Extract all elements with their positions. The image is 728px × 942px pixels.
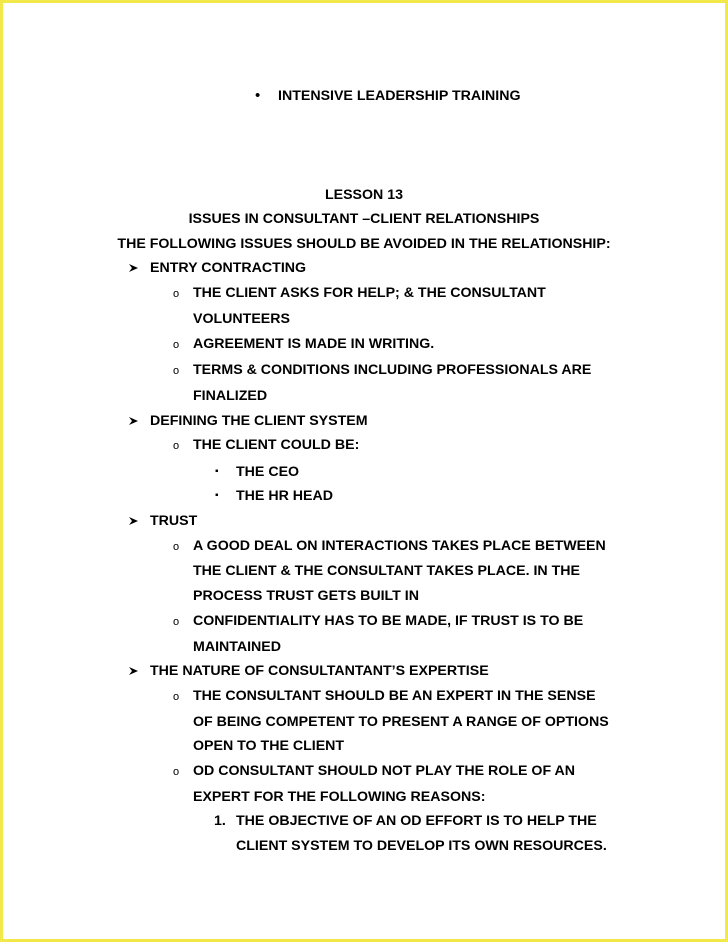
section-heading: TRUST	[150, 513, 198, 529]
circle-bullet-icon: o	[173, 766, 180, 778]
list-item-line: PROCESS TRUST GETS BUILT IN	[193, 588, 419, 604]
arrow-bullet-icon	[128, 662, 140, 680]
section-heading: DEFINING THE CLIENT SYSTEM	[150, 413, 368, 429]
numbered-item-line: CLIENT SYSTEM TO DEVELOP ITS OWN RESOURCES.	[236, 838, 607, 854]
list-item-line: TERMS & CONDITIONS INCLUDING PROFESSIONALS ARE	[193, 362, 592, 378]
numbered-item-number: 1.	[214, 813, 226, 829]
section-heading: THE NATURE OF CONSULTANTANT’S EXPERTISE	[150, 663, 489, 679]
arrow-bullet-icon	[128, 512, 140, 530]
list-item-line: THE CLIENT COULD BE:	[193, 437, 360, 453]
list-item-line: OF BEING COMPETENT TO PRESENT A RANGE OF OPTIONS	[193, 714, 609, 730]
list-item-line: OPEN TO THE CLIENT	[193, 738, 345, 754]
arrow-bullet-icon	[128, 259, 140, 277]
square-bullet-icon: ▪	[215, 490, 219, 501]
circle-bullet-icon: o	[173, 691, 180, 703]
square-bullet-icon: ▪	[215, 466, 219, 477]
top-bullet-text: INTENSIVE LEADERSHIP TRAINING	[278, 88, 521, 104]
list-item-line: THE CLIENT ASKS FOR HELP; & THE CONSULTANT	[193, 285, 546, 301]
circle-bullet-icon: o	[173, 288, 180, 300]
circle-bullet-icon: o	[173, 616, 180, 628]
circle-bullet-icon: o	[173, 541, 180, 553]
lesson-intro: THE FOLLOWING ISSUES SHOULD BE AVOIDED IN THE RELATIONSHIP:	[117, 236, 611, 252]
circle-bullet-icon: o	[173, 440, 180, 452]
circle-bullet-icon: o	[173, 365, 180, 377]
list-item-line: CONFIDENTIALITY HAS TO BE MADE, IF TRUST IS TO BE	[193, 613, 584, 629]
list-item-line: FINALIZED	[193, 388, 268, 404]
circle-bullet-icon: o	[173, 339, 180, 351]
list-item-line: A GOOD DEAL ON INTERACTIONS TAKES PLACE BETWEEN	[193, 538, 606, 554]
bullet-icon: •	[255, 87, 261, 104]
arrow-bullet-icon	[128, 412, 140, 430]
sub-list-item: THE CEO	[236, 464, 300, 480]
list-item-line: VOLUNTEERS	[193, 311, 290, 327]
list-item-line: THE CLIENT & THE CONSULTANT TAKES PLACE. IN THE	[193, 563, 580, 579]
section-heading: ENTRY CONTRACTING	[150, 260, 307, 276]
lesson-title: ISSUES IN CONSULTANT –CLIENT RELATIONSHIPS	[188, 211, 540, 227]
list-item-line: OD CONSULTANT SHOULD NOT PLAY THE ROLE OF AN	[193, 763, 576, 779]
list-item-line: MAINTAINED	[193, 639, 282, 655]
list-item-line: THE CONSULTANT SHOULD BE AN EXPERT IN THE SENSE	[193, 688, 596, 704]
sub-list-item: THE HR HEAD	[236, 488, 333, 504]
list-item-line: EXPERT FOR THE FOLLOWING REASONS:	[193, 789, 486, 805]
list-item-line: AGREEMENT IS MADE IN WRITING.	[193, 336, 435, 352]
numbered-item-line: THE OBJECTIVE OF AN OD EFFORT IS TO HELP THE	[236, 813, 597, 829]
lesson-number: LESSON 13	[324, 187, 404, 203]
